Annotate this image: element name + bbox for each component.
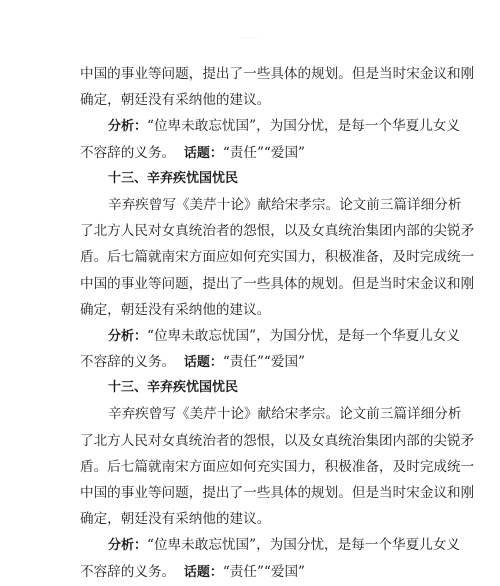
topic-text: “责任”“爱国” [222,144,306,161]
analysis-text: 不容辞的义务。 [80,563,176,580]
paragraph-line: 辛弃疾曾写《美芹十论》献给宋孝宗。论文前三篇详细分析 [108,196,462,213]
analysis-line [80,532,460,558]
analysis-text: 不容辞的义务。 [80,144,176,161]
topic-label: 话题： [183,355,223,371]
analysis-line [80,323,460,349]
analysis-text: 不容辞的义务。 [80,354,176,371]
paragraph-line: 中国的事业等问题，提出了一些具体的规划。但是当时宋金议和刚 [80,275,475,292]
paragraph-line: 了北方人民对女真统治者的怨恨，以及女真统治集团内部的尖锐矛 [80,223,475,240]
topic-label: 话题： [183,145,223,161]
paragraph-line: 中国的事业等问题，提出了一些具体的规划。但是当时宋金议和刚 [80,485,475,501]
topic-label: 话题： [183,564,223,580]
paragraph-line: 辛弃疾曾写《美芹十论》献给宋孝宗。论文前三篇详细分析 [108,406,462,423]
topic-text: “责任”“爱国” [222,563,306,580]
document-body [80,61,475,585]
paragraph-line: 盾。后七篇就南宋方面应如何充实国力，积极准备，及时完成统一 [80,249,475,266]
paragraph-line: 盾。后七篇就南宋方面应如何充实国力，积极准备，及时完成统一 [80,458,475,475]
paragraph-line: 中国的事业等问题，提出了一些具体的规划。但是当时宋金议和刚 [80,66,475,82]
section-heading: 十三、辛弃疾忧国忧民 [108,170,239,186]
paragraph-line: 了北方人民对女真统治者的怨恨，以及女真统治集团内部的尖锐矛 [80,432,475,449]
analysis-text: “位卑未敢忘忧国”，为国分忧，是每一个华夏儿女义 [147,118,460,135]
paragraph-line: 确定，朝廷没有采纳他的建议。 [80,301,271,318]
analysis-line [80,113,460,139]
analysis-label: 分析： [108,328,148,344]
analysis-text: “位卑未敢忘忧国”，为国分忧，是每一个华夏儿女义 [147,537,460,554]
paragraph-line: 确定，朝廷没有采纳他的建议。 [80,92,271,109]
analysis-continuation [80,559,424,585]
analysis-continuation [80,349,424,375]
paragraph-line: 确定，朝廷没有采纳他的建议。 [80,511,271,528]
section-heading: 十三、辛弃疾忧国忧民 [108,380,239,396]
topic-text: “责任”“爱国” [222,354,306,371]
analysis-continuation [80,140,424,166]
analysis-label: 分析： [108,119,148,135]
analysis-label: 分析： [108,538,148,554]
analysis-text: “位卑未敢忘忧国”，为国分忧，是每一个华夏儿女义 [147,327,460,344]
page-header-mark: ……… [241,34,259,40]
